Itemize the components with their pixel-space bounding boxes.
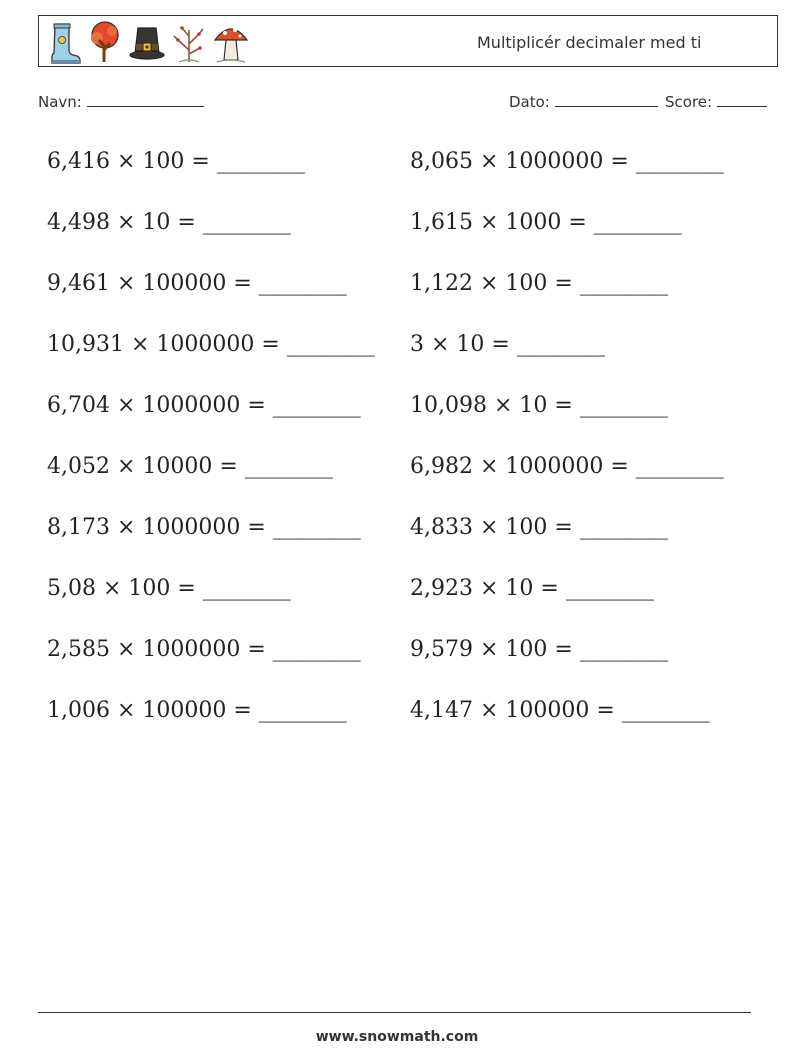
problem-left-2: 4,498 × 10 = ________ bbox=[47, 210, 291, 235]
problem-left-3: 9,461 × 100000 = ________ bbox=[47, 271, 347, 296]
problem-right-3: 1,122 × 100 = ________ bbox=[410, 271, 668, 296]
problem-right-6: 6,982 × 1000000 = ________ bbox=[410, 454, 724, 479]
name-field bbox=[38, 93, 204, 111]
problem-left-5: 6,704 × 1000000 = ________ bbox=[47, 393, 361, 418]
name-label: Navn: bbox=[38, 93, 82, 111]
footer-divider bbox=[38, 1012, 751, 1013]
problem-right-1: 8,065 × 1000000 = ________ bbox=[410, 149, 724, 174]
rain-boot-icon bbox=[45, 20, 81, 64]
problem-right-9: 9,579 × 100 = ________ bbox=[410, 637, 668, 662]
problem-left-10: 1,006 × 100000 = ________ bbox=[47, 698, 347, 723]
problem-right-10: 4,147 × 100000 = ________ bbox=[410, 698, 710, 723]
pilgrim-hat-icon bbox=[129, 20, 165, 64]
score-field bbox=[665, 93, 767, 111]
name-blank bbox=[87, 94, 204, 107]
date-field bbox=[509, 93, 658, 111]
score-blank bbox=[717, 94, 767, 107]
date-blank bbox=[555, 94, 658, 107]
problem-left-4: 10,931 × 1000000 = ________ bbox=[47, 332, 375, 357]
problem-right-7: 4,833 × 100 = ________ bbox=[410, 515, 668, 540]
mushroom-icon bbox=[213, 20, 249, 64]
problem-left-1: 6,416 × 100 = ________ bbox=[47, 149, 305, 174]
bare-branch-icon bbox=[171, 20, 207, 64]
header-icons bbox=[45, 20, 249, 64]
problem-right-4: 3 × 10 = ________ bbox=[410, 332, 605, 357]
footer-url[interactable]: www.snowmath.com bbox=[315, 1029, 479, 1045]
problem-left-8: 5,08 × 100 = ________ bbox=[47, 576, 291, 601]
problem-right-5: 10,098 × 10 = ________ bbox=[410, 393, 668, 418]
problem-right-2: 1,615 × 1000 = ________ bbox=[410, 210, 682, 235]
date-label: Dato: bbox=[509, 93, 550, 111]
problem-left-9: 2,585 × 1000000 = ________ bbox=[47, 637, 361, 662]
worksheet-title: Multiplicér decimaler med ti bbox=[477, 33, 702, 52]
worksheet-header bbox=[38, 15, 778, 67]
score-label: Score: bbox=[665, 93, 713, 111]
autumn-tree-icon bbox=[87, 20, 123, 64]
problem-right-8: 2,923 × 10 = ________ bbox=[410, 576, 654, 601]
problem-left-6: 4,052 × 10000 = ________ bbox=[47, 454, 333, 479]
problem-left-7: 8,173 × 1000000 = ________ bbox=[47, 515, 361, 540]
